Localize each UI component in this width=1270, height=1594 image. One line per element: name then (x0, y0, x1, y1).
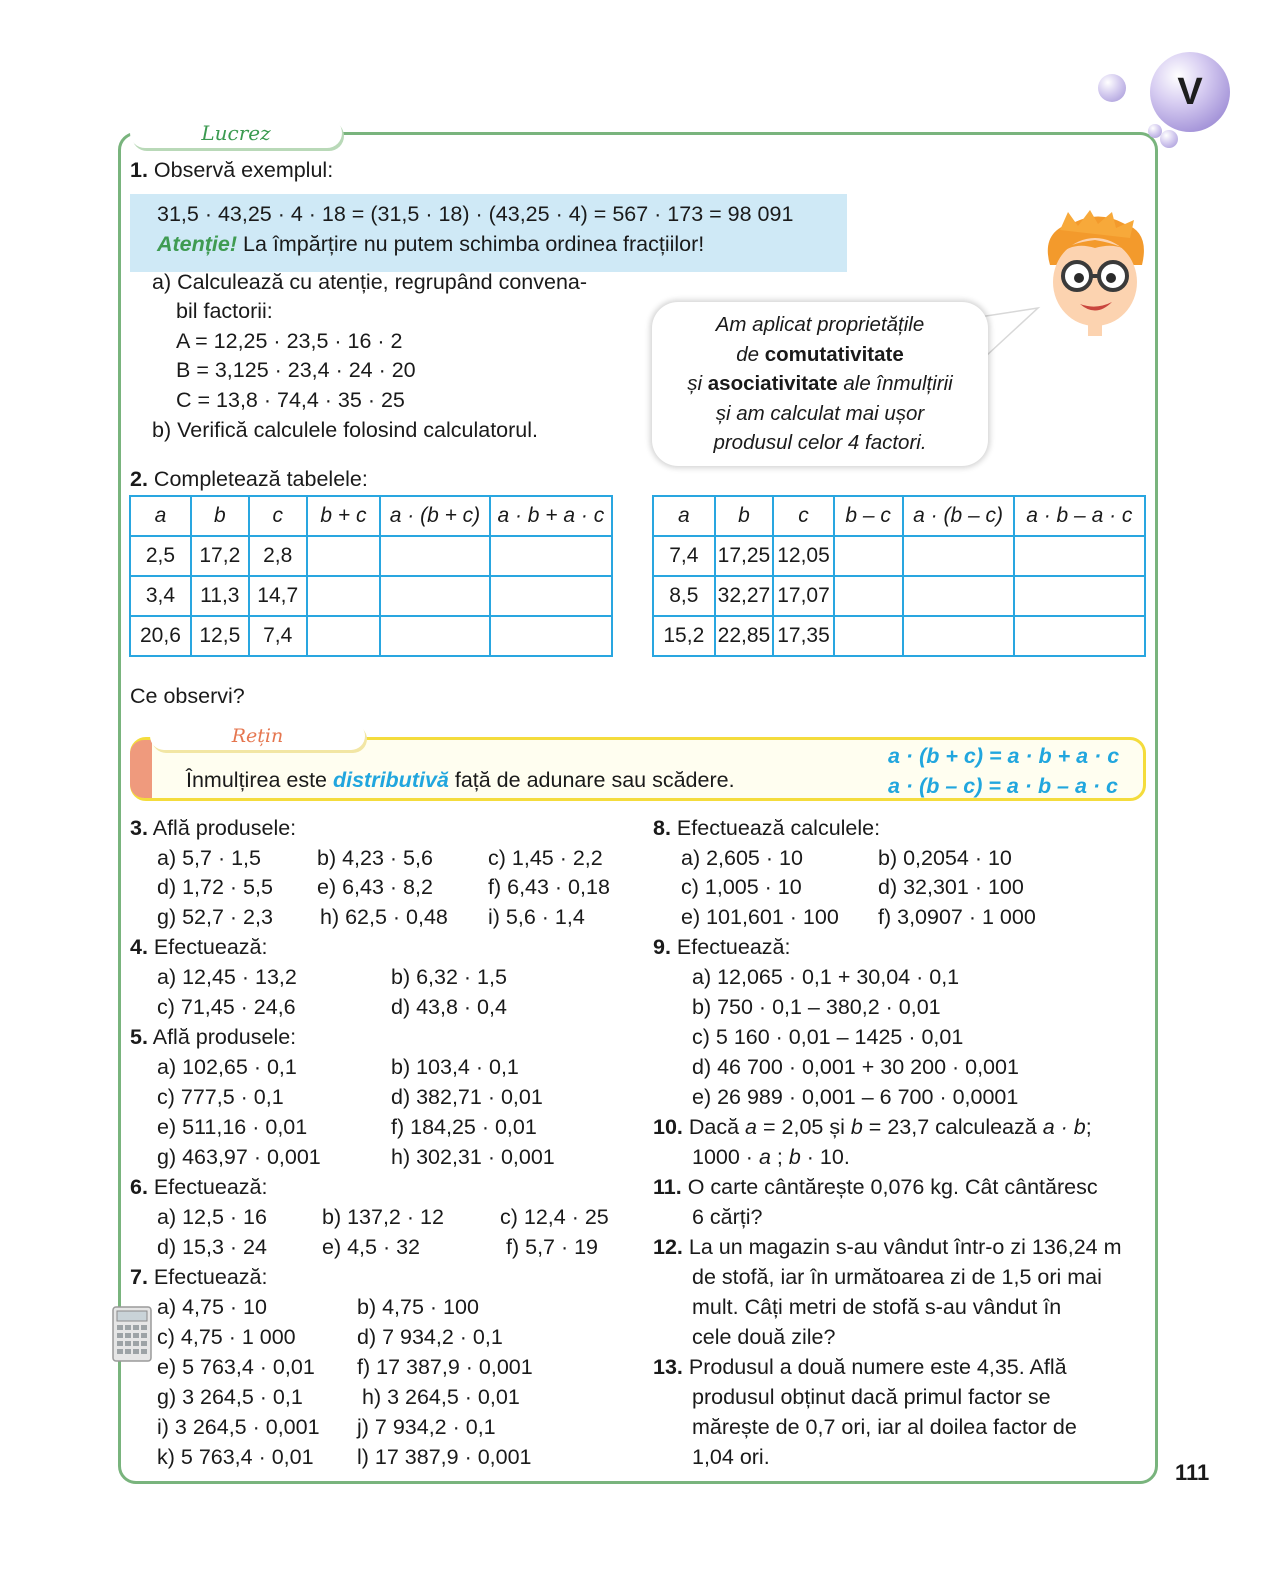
ex9-heading: 9. Efectuează: (653, 935, 791, 959)
ex5-heading: 5. Află produsele: (130, 1025, 297, 1049)
ex4-item: c) 71,45 · 24,6 (157, 995, 296, 1019)
empty-cell (1014, 616, 1145, 656)
ex5-item: c) 777,5 · 0,1 (157, 1085, 284, 1109)
ex1-heading: 1. Observă exemplul: (130, 158, 334, 182)
ex3-item: c) 1,45 · 2,2 (488, 846, 603, 870)
table-cell: 17,07 (773, 576, 834, 616)
empty-cell (903, 616, 1014, 656)
ex7-item: a) 4,75 · 10 (157, 1295, 267, 1319)
table-header-cell: a · (b + c) (380, 496, 489, 536)
ex8-item: c) 1,005 · 10 (681, 875, 802, 899)
table-cell: 22,85 (715, 616, 774, 656)
empty-cell (307, 616, 381, 656)
table-cell: 32,27 (715, 576, 774, 616)
table-header-cell: a (653, 496, 715, 536)
ex13-line1: 13. Produsul a două numere este 4,35. Află (653, 1355, 1067, 1379)
ex12-line1: 12. La un magazin s-au vândut într-o zi 136,24 m (653, 1235, 1122, 1259)
ex4-item: a) 12,45 · 13,2 (157, 965, 297, 989)
table-header-cell: a (130, 496, 191, 536)
ex13-line3: mărește de 0,7 ori, iar al doilea factor de (692, 1415, 1077, 1439)
table-header-cell: b (715, 496, 774, 536)
example-line: 31,5 · 43,25 · 4 · 18 = (31,5 · 18) · (43,25 · 4) = 567 · 173 = 98 091 (157, 202, 794, 226)
empty-cell (380, 616, 489, 656)
empty-cell (903, 576, 1014, 616)
empty-cell (1014, 576, 1145, 616)
ex6-item: f) 5,7 · 19 (506, 1235, 599, 1259)
ex6-heading: 6. Efectuează: (130, 1175, 268, 1199)
ex1-C: C = 13,8 · 74,4 · 35 · 25 (176, 388, 405, 412)
ex5-item: e) 511,16 · 0,01 (157, 1115, 308, 1139)
table-cell: 2,5 (130, 536, 191, 576)
ex3-item: h) 62,5 · 0,48 (320, 905, 448, 929)
table-cell: 12,5 (191, 616, 249, 656)
observe-question: Ce observi? (130, 684, 245, 708)
ex7-item: j) 7 934,2 · 0,1 (357, 1415, 496, 1439)
bubble-decoration (1160, 130, 1178, 148)
ex7-item: l) 17 387,9 · 0,001 (357, 1445, 532, 1469)
ex6-item: e) 4,5 · 32 (322, 1235, 420, 1259)
table-row (653, 576, 1145, 616)
table-header-cell: c (773, 496, 834, 536)
ex7-item: b) 4,75 · 100 (357, 1295, 479, 1319)
table-header-cell: a · b – a · c (1014, 496, 1145, 536)
ex1-B: B = 3,125 · 23,4 · 24 · 20 (176, 358, 416, 382)
table-header-cell: b (191, 496, 249, 536)
table-cell: 7,4 (249, 616, 307, 656)
empty-cell (490, 536, 612, 576)
ex9-item: b) 750 · 0,1 – 380,2 · 0,01 (692, 995, 941, 1019)
ex5-item: d) 382,71 · 0,01 (391, 1085, 543, 1109)
formula-addition: a · (b + c) = a · b + a · c (888, 744, 1120, 768)
ex5-item: b) 103,4 · 0,1 (391, 1055, 519, 1079)
ex3-item: g) 52,7 · 2,3 (157, 905, 273, 929)
ex7-heading: 7. Efectuează: (130, 1265, 268, 1289)
calculator-icon (112, 1306, 152, 1362)
ex7-item: f) 17 387,9 · 0,001 (357, 1355, 533, 1379)
remember-label: Rețin (231, 725, 284, 747)
formula-subtraction: a · (b – c) = a · b – a · c (888, 774, 1119, 798)
ex7-item: h) 3 264,5 · 0,01 (362, 1385, 520, 1409)
ex8-item: e) 101,601 · 100 (681, 905, 839, 929)
ex4-item: b) 6,32 · 1,5 (391, 965, 507, 989)
ex5-item: h) 302,31 · 0,001 (391, 1145, 555, 1169)
attention-note: Atenție! La împărțire nu putem schimba ordinea fracțiilor! (157, 232, 705, 256)
empty-cell (834, 616, 903, 656)
ex9-item: c) 5 160 · 0,01 – 1425 · 0,01 (692, 1025, 964, 1049)
ex3-item: d) 1,72 · 5,5 (157, 875, 273, 899)
table-cell: 7,4 (653, 536, 715, 576)
table-cell: 2,8 (249, 536, 307, 576)
empty-cell (380, 536, 489, 576)
ex4-heading: 4. Efectuează: (130, 935, 268, 959)
ex3-item: b) 4,23 · 5,6 (317, 846, 433, 870)
empty-cell (307, 536, 381, 576)
table-cell: 17,2 (191, 536, 249, 576)
ex7-item: g) 3 264,5 · 0,1 (157, 1385, 303, 1409)
table-header-cell: a · b + a · c (490, 496, 612, 536)
ex10-line2: 1000 · a ; b · 10. (692, 1145, 850, 1169)
ex7-item: i) 3 264,5 · 0,001 (157, 1415, 320, 1439)
ex1-A: A = 12,25 · 23,5 · 16 · 2 (176, 329, 403, 353)
chapter-badge-letter: V (1177, 71, 1203, 113)
ex3-item: e) 6,43 · 8,2 (317, 875, 433, 899)
ex13-line4: 1,04 ori. (692, 1445, 770, 1469)
distributive-rule: Înmulțirea este distributivă față de adunare sau scădere. (186, 768, 735, 792)
ex6-item: d) 15,3 · 24 (157, 1235, 267, 1259)
table-header-cell: b + c (307, 496, 381, 536)
ex9-item: d) 46 700 · 0,001 + 30 200 · 0,001 (692, 1055, 1019, 1079)
ex7-item: d) 7 934,2 · 0,1 (357, 1325, 503, 1349)
ex8-item: f) 3,0907 · 1 000 (878, 905, 1036, 929)
table-row (130, 616, 612, 656)
empty-cell (490, 576, 612, 616)
ex8-item: d) 32,301 · 100 (878, 875, 1024, 899)
table-cell: 17,25 (715, 536, 774, 576)
empty-cell (834, 536, 903, 576)
table-cell: 11,3 (191, 576, 249, 616)
ex6-item: c) 12,4 · 25 (500, 1205, 609, 1229)
ex12-line4: cele două zile? (692, 1325, 836, 1349)
ex13-line2: produsul obținut dacă primul factor se (692, 1385, 1051, 1409)
ex4-item: d) 43,8 · 0,4 (391, 995, 507, 1019)
table-cell: 14,7 (249, 576, 307, 616)
table-subtraction (652, 495, 1146, 657)
table-cell: 8,5 (653, 576, 715, 616)
empty-cell (380, 576, 489, 616)
lucrez-label: Lucrez (201, 121, 271, 145)
empty-cell (490, 616, 612, 656)
table-cell: 15,2 (653, 616, 715, 656)
table-cell: 17,35 (773, 616, 834, 656)
table-header-row (130, 496, 612, 536)
ex12-line2: de stofă, iar în următoarea zi de 1,5 ori mai (692, 1265, 1102, 1289)
table-row (130, 536, 612, 576)
ex11-line2: 6 cărți? (692, 1205, 763, 1229)
table-row (130, 576, 612, 616)
empty-cell (1014, 536, 1145, 576)
table-header-cell: b – c (834, 496, 903, 536)
table-header-cell: a · (b – c) (903, 496, 1014, 536)
empty-cell (834, 576, 903, 616)
ex3-heading: 3. Află produsele: (130, 816, 297, 840)
ex12-line3: mult. Câți metri de stofă s-au vândut în (692, 1295, 1062, 1319)
ex5-item: f) 184,25 · 0,01 (391, 1115, 537, 1139)
speech-text: Am aplicat proprietățile de comutativitate și asociativitate ale înmulțirii și am calculat mai ușor produsul celor 4 factori. (687, 313, 953, 454)
ex8-item: a) 2,605 · 10 (681, 846, 803, 870)
table-row (653, 616, 1145, 656)
ex3-item: a) 5,7 · 1,5 (157, 846, 261, 870)
ex8-heading: 8. Efectuează calculele: (653, 816, 881, 840)
ex6-item: b) 137,2 · 12 (322, 1205, 444, 1229)
ex2-heading: 2. Completează tabelele: (130, 467, 368, 491)
ex11-line1: 11. O carte cântărește 0,076 kg. Cât cântăresc (653, 1175, 1098, 1199)
table-cell: 3,4 (130, 576, 191, 616)
ex9-item: a) 12,065 · 0,1 + 30,04 · 0,1 (692, 965, 960, 989)
table-header-row (653, 496, 1145, 536)
ex10-line1: 10. Dacă a = 2,05 și b = 23,7 calculează a · b; (653, 1115, 1092, 1139)
page-number: 111 (1175, 1460, 1210, 1485)
ex1-a-line1: a) Calculează cu atenție, regrupând convena- (152, 270, 588, 294)
ex7-item: k) 5 763,4 · 0,01 (157, 1445, 314, 1469)
ex3-item: i) 5,6 · 1,4 (488, 905, 585, 929)
remember-accent (130, 740, 152, 798)
table-addition (129, 495, 613, 657)
bubble-decoration (1098, 74, 1126, 102)
ex7-item: e) 5 763,4 · 0,01 (157, 1355, 315, 1379)
ex5-item: a) 102,65 · 0,1 (157, 1055, 297, 1079)
empty-cell (307, 576, 381, 616)
ex1-a-line2: bil factorii: (176, 299, 273, 323)
ex5-item: g) 463,97 · 0,001 (157, 1145, 321, 1169)
ex6-item: a) 12,5 · 16 (157, 1205, 267, 1229)
empty-cell (903, 536, 1014, 576)
table-header-cell: c (249, 496, 307, 536)
ex8-item: b) 0,2054 · 10 (878, 846, 1012, 870)
ex7-item: c) 4,75 · 1 000 (157, 1325, 296, 1349)
ex1-b: b) Verifică calculele folosind calculatorul. (152, 418, 539, 442)
table-row (653, 536, 1145, 576)
ex9-item: e) 26 989 · 0,001 – 6 700 · 0,0001 (692, 1085, 1019, 1109)
ex3-item: f) 6,43 · 0,18 (488, 875, 610, 899)
table-cell: 12,05 (773, 536, 834, 576)
boy-illustration (1030, 210, 1155, 340)
table-cell: 20,6 (130, 616, 191, 656)
